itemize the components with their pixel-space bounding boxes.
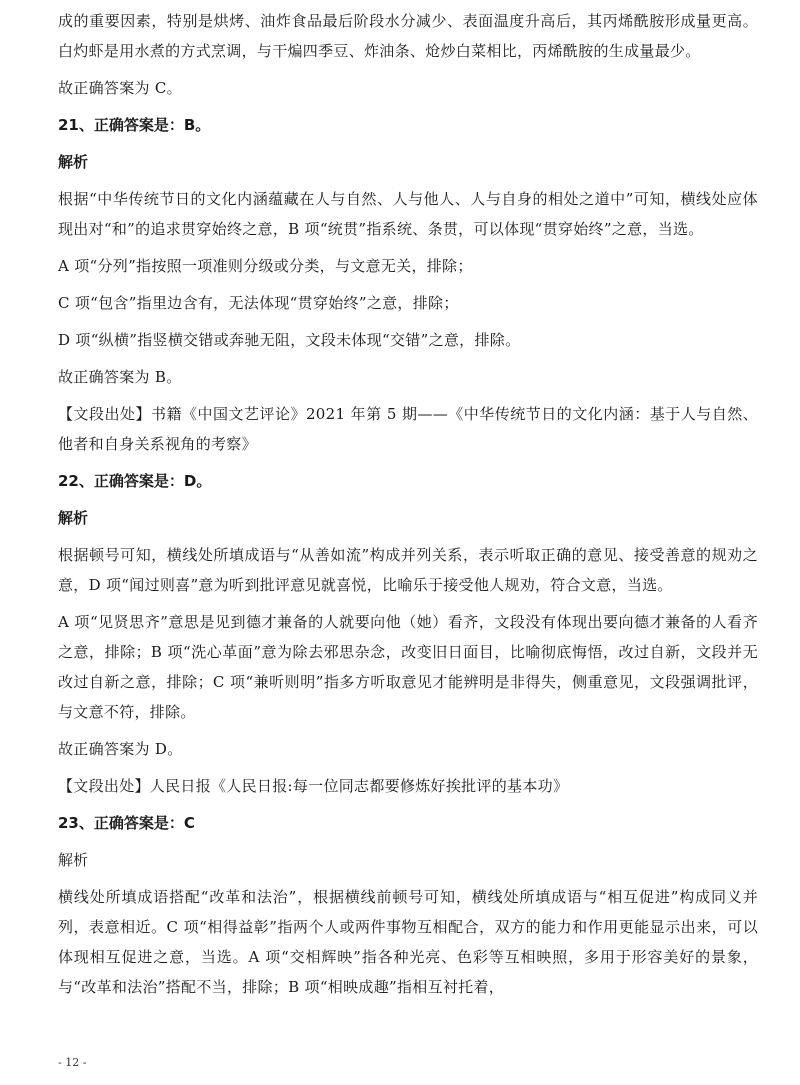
- question-22-heading: 22、正确答案是：D。: [58, 472, 212, 490]
- page-number: - 12 -: [58, 1056, 87, 1069]
- document-page: [58, 6, 758, 1009]
- q21-option-a: A 项“分列”指按照一项准则分级或分类，与文意无关，排除；: [58, 257, 473, 275]
- analysis-label-21: 解析: [58, 153, 89, 171]
- q21-analysis-main: 根据“中华传统节日的文化内涵蕴藏在人与自然、人与他人、人与自身的相处之道中”可知，横线处应体现出对“和”的追求贯穿始终之意，B 项“统贯”指系统、条贯，可以体现“贯穿始终”之意，当选。: [58, 190, 758, 238]
- q22-options-abc: A 项“见贤思齐”意思是见到德才兼备的人就要向他（她）看齐，文段没有体现出要向德才兼备的人看齐之意，排除；B 项“洗心革面”意为除去邪思杂念，改变旧日面目，比喻彻底悔悟，改过自新，文段并无改过自新之意，排除；C 项“兼听则明”指多方听取意见才能辨明是非得失，侧重意见，文段强调批评，与文意不符，排除。: [58, 613, 758, 721]
- question-21-heading: 21、正确答案是：B。: [58, 116, 211, 134]
- q21-source: 【文段出处】书籍《中国文艺评论》2021 年第 5 期——《中华传统节日的文化内涵：基于人与自然、他者和自身关系视角的考察》: [58, 405, 758, 453]
- question-23-heading: 23、正确答案是：C: [58, 814, 195, 832]
- intro-paragraph: 成的重要因素，特别是烘烤、油炸食品最后阶段水分减少、表面温度升高后，其丙烯酰胺形成量更高。白灼虾是用水煮的方式烹调，与干煸四季豆、炸油条、炝炒白菜相比，丙烯酰胺的生成量最少。: [58, 12, 758, 60]
- q21-option-c: C 项“包含”指里边含有，无法体现“贯穿始终”之意，排除；: [58, 294, 459, 312]
- q21-option-d: D 项“纵横”指竖横交错或奔驰无阻，文段未体现“交错”之意，排除。: [58, 331, 521, 349]
- answer-21-conclusion: 故正确答案为 B。: [58, 368, 182, 386]
- q22-analysis-main: 根据顿号可知，横线处所填成语与“从善如流”构成并列关系，表示听取正确的意见、接受善意的规劝之意，D 项“闻过则喜”意为听到批评意见就喜悦，比喻乐于接受他人规劝，符合文意，当选。: [58, 546, 758, 594]
- analysis-label-23: 解析: [58, 851, 89, 869]
- answer-22-conclusion: 故正确答案为 D。: [58, 740, 183, 758]
- q23-analysis-main: 横线处所填成语搭配“改革和法治”，根据横线前顿号可知，横线处所填成语与“相互促进”构成同义并列，表意相近。C 项“相得益彰”指两个人或两件事物互相配合，双方的能力和作用更能显示出来，可以体现相互促进之意，当选。A 项“交相辉映”指各种光亮、色彩等互相映照，多用于形容美好的景象，与“改革和法治”搭配不当，排除；B 项“相映成趣”指相互衬托着，: [58, 888, 758, 996]
- answer-20-conclusion: 故正确答案为 C。: [58, 79, 182, 97]
- q22-source: 【文段出处】人民日报《人民日报:每一位同志都要修炼好挨批评的基本功》: [58, 777, 569, 795]
- analysis-label-22: 解析: [58, 509, 89, 527]
